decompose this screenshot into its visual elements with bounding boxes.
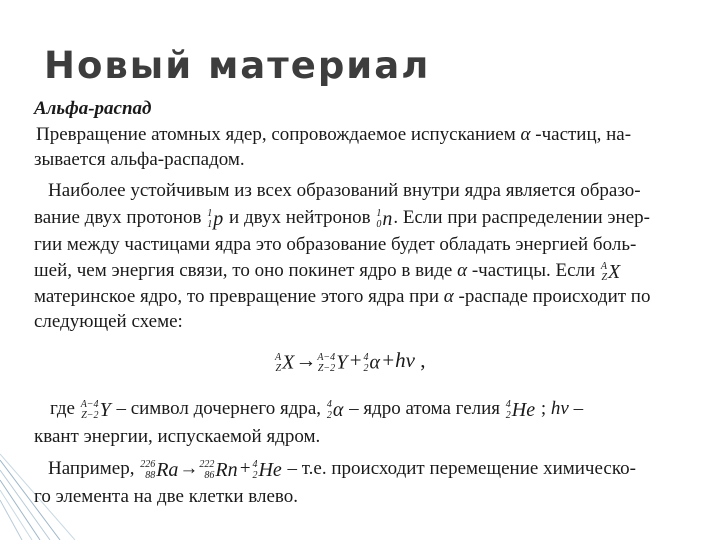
slide-title: Новый материал — [44, 44, 431, 87]
text-line: следующей схеме: — [34, 311, 183, 332]
radon-symbol: Rn — [215, 458, 238, 481]
text-line — [34, 258, 621, 285]
mass-number: A−4 — [80, 399, 99, 411]
neutron-notation — [376, 206, 392, 232]
charge-number: Z−2 — [81, 410, 99, 422]
text-segment: -распаде происходит по — [453, 286, 651, 307]
text-segment: . Если при распределении энер- — [393, 207, 650, 228]
radium-notation — [140, 457, 178, 483]
mass-number: 4 — [252, 459, 258, 471]
mass-number: 4 — [326, 399, 332, 411]
text-line: зывается альфа-распадом. — [34, 149, 245, 170]
proton-notation — [207, 206, 223, 232]
daughter-nucleus-notation — [317, 349, 347, 376]
alpha-particle-notation — [363, 349, 380, 376]
text-line — [34, 284, 650, 309]
text-line: го элемента на две клетки влево. — [34, 486, 299, 507]
alpha-symbol: α — [520, 124, 531, 145]
charge-number: 86 — [204, 470, 215, 482]
parent-nucleus-notation — [601, 259, 620, 285]
text-segment: шей, чем энергия связи, то оно покинет ядро в виде — [34, 260, 458, 281]
photon-energy-symbol: hν — [550, 398, 569, 419]
mass-number: 1 — [376, 208, 382, 220]
text-segment: – символ дочернего ядра, — [111, 398, 326, 419]
arrow-symbol: → — [179, 458, 199, 479]
mass-number: 1 — [207, 208, 213, 220]
alpha-symbol: α — [332, 398, 344, 421]
alpha-particle-notation — [327, 397, 344, 423]
charge-number: 2 — [505, 410, 511, 422]
text-segment: , — [414, 348, 426, 372]
helium-nucleus-notation — [252, 457, 281, 483]
text-segment: Например, — [48, 458, 140, 479]
parent-nucleus-notation — [275, 349, 294, 376]
alpha-symbol: α — [457, 260, 468, 281]
text-segment: где — [50, 398, 80, 419]
text-line — [36, 122, 631, 147]
scanned-textbook-page — [34, 96, 702, 526]
mass-number: 226 — [140, 459, 156, 471]
neutron-symbol: n — [382, 207, 393, 230]
helium-symbol: He — [511, 398, 536, 421]
arrow-symbol: → — [295, 348, 317, 372]
section-heading: Альфа-распад — [34, 98, 152, 119]
mass-number: A — [275, 352, 282, 364]
text-segment: Превращение атомных ядер, сопровождаемое испусканием — [36, 124, 521, 145]
text-segment: – ядро атома гелия — [344, 398, 505, 419]
text-segment: вание двух протонов — [34, 207, 207, 228]
mass-number: 222 — [199, 459, 215, 471]
text-line — [50, 396, 583, 423]
alpha-decay-formula — [274, 348, 425, 376]
plus-symbol: + — [348, 348, 363, 372]
charge-number: Z−2 — [317, 363, 336, 375]
radium-symbol: Ra — [156, 458, 179, 481]
text-line — [48, 456, 636, 483]
charge-number: Z — [601, 272, 608, 284]
mass-number: A — [600, 261, 608, 273]
plus-symbol: + — [238, 458, 252, 479]
nucleus-symbol: Y — [336, 351, 348, 374]
daughter-nucleus-notation — [81, 397, 111, 423]
charge-number: 2 — [252, 470, 258, 482]
mass-number: 4 — [505, 399, 511, 411]
charge-number: 1 — [207, 219, 213, 231]
text-line: гии между частицами ядра это образование будет обладать энергией боль- — [34, 234, 637, 255]
text-segment: материнское ядро, то превращение этого ядра при — [34, 286, 444, 307]
text-line: квант энергии, испускаемой ядром. — [34, 426, 321, 447]
text-line — [34, 205, 650, 232]
mass-number: A−4 — [317, 352, 336, 364]
charge-number: 2 — [326, 410, 332, 422]
helium-symbol: He — [258, 458, 282, 481]
proton-symbol: p — [213, 207, 224, 230]
charge-number: 88 — [145, 470, 156, 482]
nucleus-symbol: X — [282, 351, 295, 374]
text-line: Наиболее устойчивым из всех образований внутри ядра является образо- — [48, 180, 641, 201]
charge-number: 0 — [376, 219, 382, 231]
text-segment: -частиц, на- — [530, 124, 632, 145]
text-segment: ; — [536, 398, 551, 419]
charge-number: 2 — [363, 363, 369, 375]
helium-nucleus-notation — [506, 397, 535, 423]
text-segment: – т.е. происходит перемещение химическо- — [282, 458, 636, 479]
alpha-symbol: α — [443, 286, 454, 307]
plus-symbol: + — [380, 348, 396, 372]
text-segment: – — [568, 398, 584, 419]
text-segment: и двух нейтронов — [229, 207, 376, 228]
mass-number: 4 — [363, 352, 369, 364]
photon-energy-symbol: hν — [395, 348, 415, 372]
radon-notation — [199, 457, 237, 483]
text-segment: -частицы. Если — [467, 260, 600, 281]
nucleus-symbol: Y — [99, 398, 111, 421]
alpha-symbol: α — [369, 351, 380, 374]
nucleus-symbol: X — [608, 260, 621, 283]
charge-number: Z — [275, 363, 282, 375]
